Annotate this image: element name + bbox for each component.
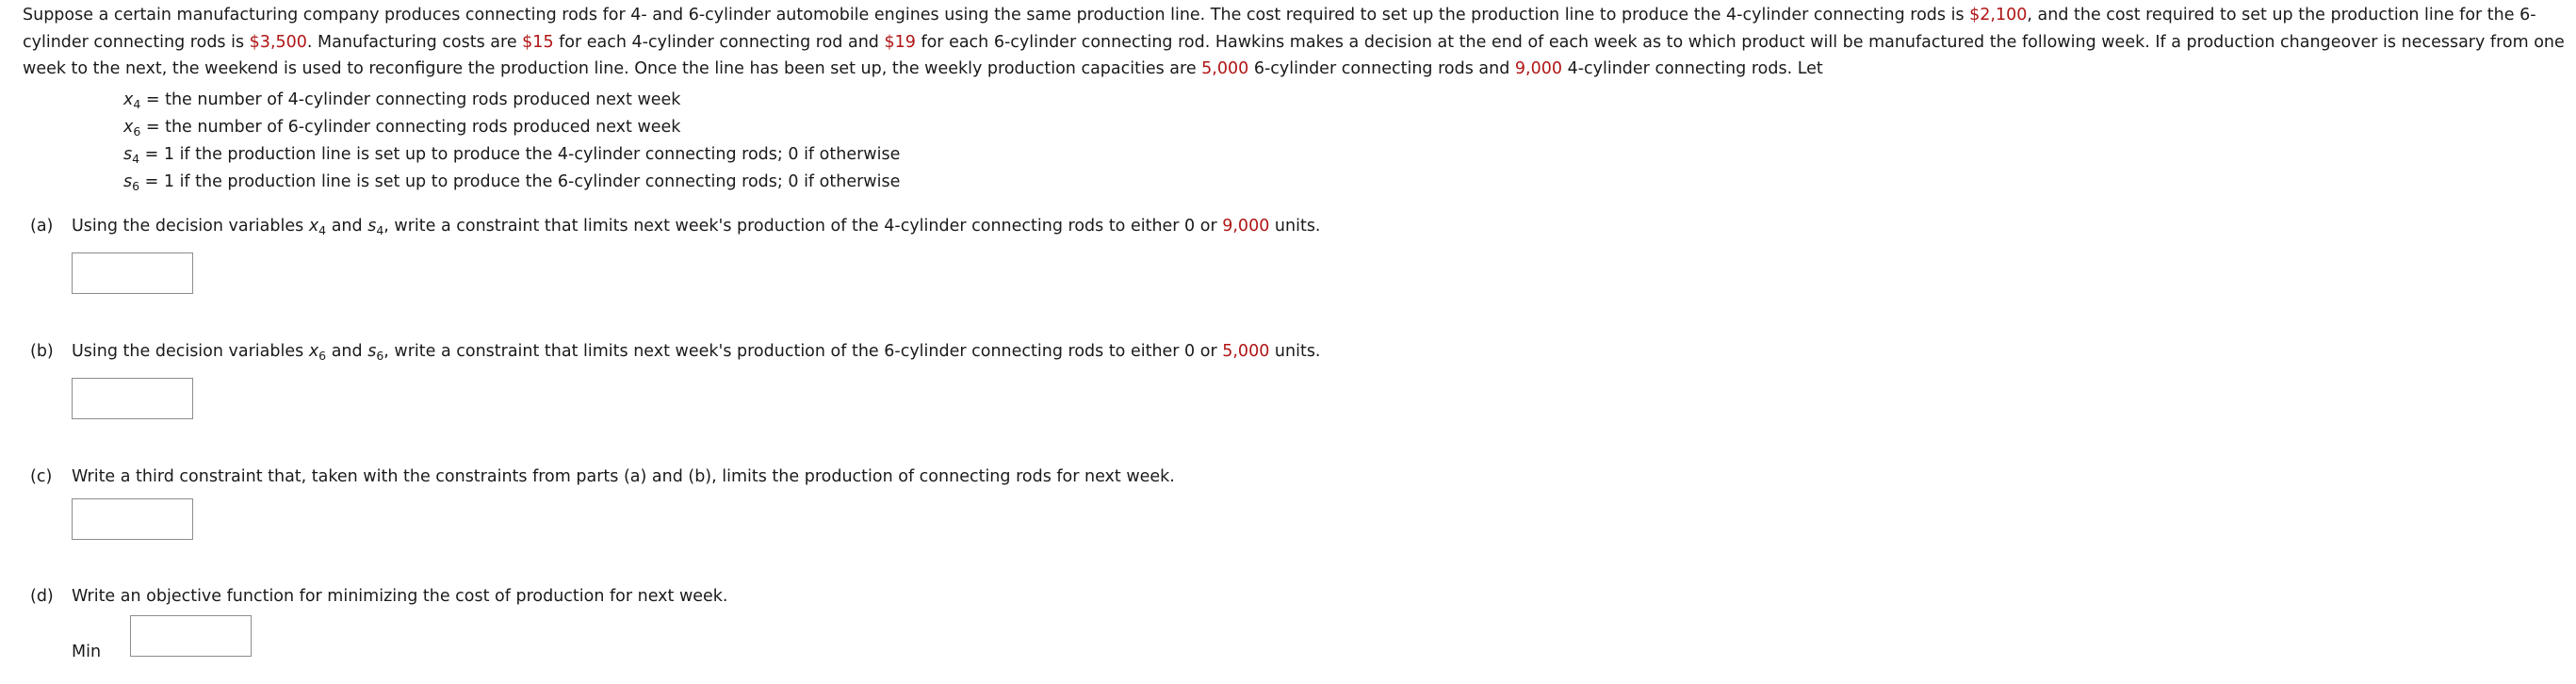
intro-text: for each 4-cylinder connecting rod and — [553, 32, 885, 52]
variable-symbol: s — [367, 217, 377, 236]
variable-subscript: 4 — [132, 152, 140, 166]
definition-text: = the number of 4-cylinder connecting rods produced next week — [140, 90, 681, 109]
variable-subscript: 4 — [133, 97, 141, 111]
intro-text: . Manufacturing costs are — [306, 32, 523, 52]
variable-subscript: 6 — [376, 349, 384, 363]
prompt-text: Write an objective function for minimizing the cost of production for next week. — [72, 587, 728, 606]
intro-text: Suppose a certain manufacturing company produces connecting rods for 4- and 6-cylinder automobile engines using the same production line. The cost required to set up the production line to produce the 4-cylinder connecting rods is — [23, 6, 1970, 24]
unit-cost-6: $19 — [884, 32, 916, 52]
part-label: (a) — [30, 217, 54, 236]
part-a-answer-input[interactable] — [72, 252, 193, 294]
capacity-value: 5,000 — [1222, 342, 1270, 361]
variable-symbol: x — [123, 90, 134, 109]
part-b-answer-input[interactable] — [72, 378, 193, 419]
variable-symbol: s — [123, 172, 133, 191]
definition-s6 — [123, 169, 900, 196]
part-a-prompt — [30, 213, 1321, 240]
prompt-text: and — [326, 342, 368, 361]
part-label: (b) — [30, 342, 54, 361]
variable-subscript: 6 — [132, 179, 140, 193]
intro-text: 6-cylinder connecting rods and — [1248, 59, 1515, 78]
capacity-value: 9,000 — [1222, 217, 1270, 236]
definition-text: = 1 if the production line is set up to produce the 6-cylinder connecting rods; 0 if otherwise — [139, 172, 901, 191]
variable-subscript: 4 — [318, 223, 327, 237]
prompt-text: , write a constraint that limits next week's production of the 4-cylinder connecting rods to either 0 or — [383, 217, 1223, 236]
min-label: Min — [72, 643, 102, 661]
part-c-answer-input[interactable] — [72, 498, 193, 540]
capacity-4: 9,000 — [1514, 59, 1562, 78]
intro-text: 4-cylinder connecting rods. Let — [1562, 59, 1823, 78]
variable-symbol: x — [123, 118, 134, 137]
intro-text: , and the cost required to set up the production line for the 6-cylinder connecting rods is — [23, 6, 2536, 52]
variable-subscript: 4 — [376, 223, 384, 237]
variable-symbol: x — [308, 217, 319, 236]
part-c-prompt — [30, 464, 1175, 490]
prompt-text: Using the decision variables — [72, 342, 309, 361]
variable-definitions — [123, 87, 900, 196]
part-label: (d) — [30, 587, 54, 606]
setup-cost-4: $2,100 — [1969, 6, 2028, 24]
variable-subscript: 6 — [133, 124, 141, 138]
prompt-text: , write a constraint that limits next week's production of the 6-cylinder connecting rods to either 0 or — [383, 342, 1223, 361]
part-d-answer-input[interactable] — [130, 615, 252, 657]
capacity-6: 5,000 — [1201, 59, 1249, 78]
definition-x6 — [123, 114, 900, 141]
prompt-text: Write a third constraint that, taken with the constraints from parts (a) and (b), limits the production of connecting rods for next week. — [72, 467, 1175, 486]
prompt-text: units. — [1269, 217, 1321, 236]
variable-symbol: x — [308, 342, 319, 361]
variable-subscript: 6 — [318, 349, 327, 363]
variable-symbol: s — [367, 342, 377, 361]
definition-text: = the number of 6-cylinder connecting rods produced next week — [140, 118, 681, 137]
part-label: (c) — [30, 467, 53, 486]
part-d-prompt — [30, 583, 728, 610]
prompt-text: Using the decision variables — [72, 217, 309, 236]
definition-x4 — [123, 87, 900, 114]
prompt-text: units. — [1269, 342, 1321, 361]
prompt-text: and — [326, 217, 368, 236]
intro-text: for each 6-cylinder connecting rod. Hawkins makes a decision at the end of each week as to which product will be manufactured the following week. If a production changeover is necessary from one week to the next, the weekend is used to reconfigure the production line. Once the line has been set up, the weekly production capacities are — [23, 32, 2565, 78]
definition-s4 — [123, 141, 900, 169]
problem-statement — [23, 2, 2567, 83]
definition-text: = 1 if the production line is set up to produce the 4-cylinder connecting rods; 0 if otherwise — [139, 145, 901, 164]
unit-cost-4: $15 — [522, 32, 554, 52]
part-b-prompt — [30, 338, 1321, 366]
setup-cost-6: $3,500 — [249, 32, 307, 52]
variable-symbol: s — [123, 145, 133, 164]
